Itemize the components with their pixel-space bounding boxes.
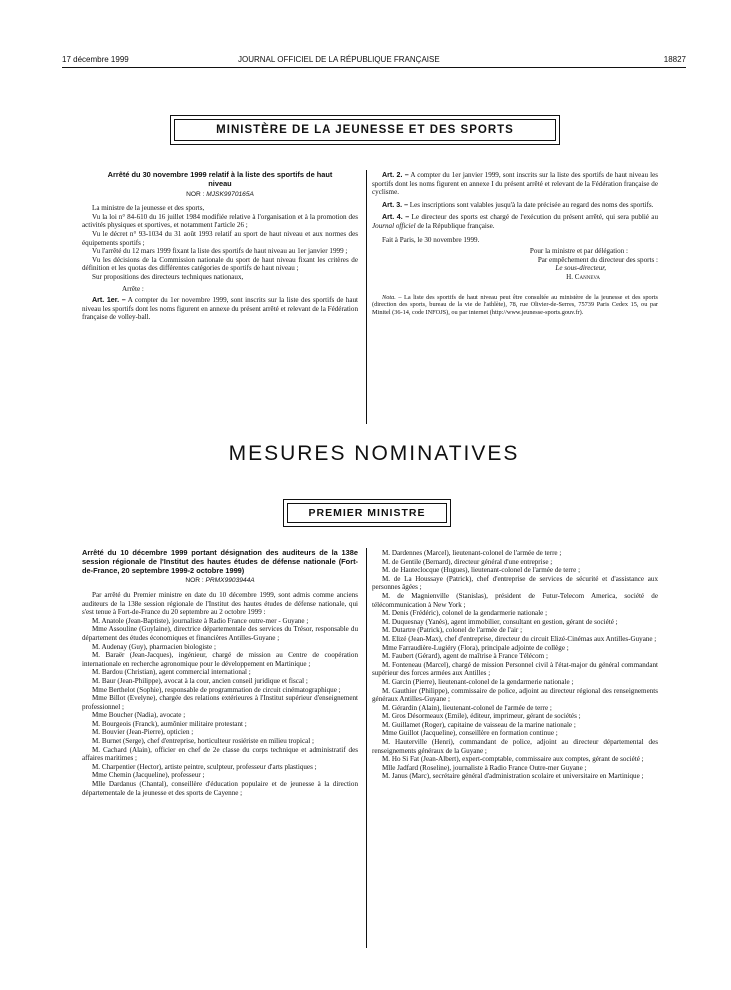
arrete1-note: Nota. – La liste des sportifs de haut niveau peut être consultée au ministère de la jeunesse et des sports (direction des sports, bureau de la vie de l'athlète), 78, rue Olivier-de-Serres, 75739 Paris Cedex 15, ou par Minitel (36-14, code INFOJS), ou par internet (http://www.jeunesse-sports.gouv.fr). xyxy=(372,293,659,316)
auditor-list-item: M. Faubert (Gérard), agent de maîtrise à France Télécom ; xyxy=(382,652,548,661)
auditor-list-item: M. Bourgeois (Franck), aumônier militaire protestant ; xyxy=(92,719,247,728)
auditor-list-item: M. Audenay (Guy), pharmacien biologiste ; xyxy=(92,642,216,651)
auditor-list-item: M. Ho Si Fat (Jean-Albert), expert-comptable, commissaire aux comptes, gérant de société ; xyxy=(382,755,644,764)
signature-line: Par empêchement du directeur des sports : xyxy=(537,255,658,264)
ministry-title-box xyxy=(170,115,560,145)
arrete1-para: Vu le décret n° 93-1034 du 31 août 1993 relatif au sport de haut niveau et aux normes des équipements sportifs ; xyxy=(82,229,358,247)
header-date: 17 décembre 1999 xyxy=(62,55,129,64)
premier-ministre-box xyxy=(283,499,451,527)
auditor-list-item: M. Gauthier (Philippe), commissaire de police, adjoint au directeur régional des renseignements généraux Antilles-Guyane ; xyxy=(372,686,658,704)
auditor-list-item: M. Dutartre (Patrick), colonel de l'armée de l'air ; xyxy=(382,626,523,635)
column-divider xyxy=(366,548,367,948)
header-journal: JOURNAL OFFICIEL DE LA RÉPUBLIQUE FRANÇAISE xyxy=(238,55,440,64)
arrete1-fait: Fait à Paris, le 30 novembre 1999. xyxy=(382,235,480,244)
auditor-list-item: Mme Berthelot (Sophie), responsable de programmation de circuit cinématographique ; xyxy=(92,685,341,694)
arrete2-nor: NOR : PRMX9903944A xyxy=(185,577,255,585)
arrete1-article-4: Art. 4. – Le directeur des sports est chargé de l'exécution du présent arrêté, qui sera publié au Journal officiel de la République française. xyxy=(372,213,658,230)
arrete1-para: Vu la loi n° 84-610 du 16 juillet 1984 modifiée relative à l'organisation et à la promotion des activités physiques et sportives, et notamment l'article 26 ; xyxy=(82,212,358,230)
auditor-list-item: Mme Farraudière-Lugiéry (Flora), principale adjointe de collège ; xyxy=(382,643,569,652)
arrete1-para: La ministre de la jeunesse et des sports, xyxy=(92,204,205,213)
arrete1-title: Arrêté du 30 novembre 1999 relatif à la liste des sportifs de haut niveau xyxy=(107,170,333,188)
signature-line: Le sous-directeur, xyxy=(555,264,606,273)
auditor-list-right xyxy=(372,549,658,781)
column-divider xyxy=(366,170,367,424)
auditor-list-item: M. Bouvier (Jean-Pierre), opticien ; xyxy=(92,728,194,737)
auditor-list-item: Mme Boucher (Nadia), avocate ; xyxy=(92,711,186,720)
auditor-list-item: M. de La Houssaye (Patrick), chef d'entreprise de services de sécurité et d'assistance aux personnes âgées ; xyxy=(372,574,658,592)
auditor-list-item: M. Cachard (Alain), officier en chef de 2e classe du corps technique et administratif des affaires maritimes ; xyxy=(82,745,358,763)
header-page-number: 18827 xyxy=(663,55,686,64)
arrete2-left-column xyxy=(82,549,358,797)
mesures-nominatives-title: MESURES NOMINATIVES xyxy=(228,442,520,465)
auditor-list-item: M. Anatole (Jean-Baptiste), journaliste à Radio France outre-mer - Guyane ; xyxy=(92,616,309,625)
auditor-list-item: M. Charpentier (Hector), artiste peintre, sculpteur, professeur d'arts plastiques ; xyxy=(92,762,317,771)
auditor-list-item: M. Dardennes (Marcel), lieutenant-colonel de l'armée de terre ; xyxy=(382,549,562,557)
auditor-list-item: Mlle Jadfard (Roseline), journaliste à Radio France Outre-mer Guyane ; xyxy=(382,763,587,772)
auditor-list-item: M. Garcin (Pierre), lieutenant-colonel de la gendarmerie nationale ; xyxy=(382,677,574,686)
arrete1-para: Vu l'arrêté du 12 mars 1999 fixant la liste des sportifs de haut niveau au 1er janvier 1999 ; xyxy=(92,247,348,256)
auditor-list-item: Mlle Dardanus (Chantal), conseillère d'éducation populaire et de jeunesse à la direction départementale de la jeunesse et des sports de Cayenne ; xyxy=(82,780,358,797)
auditor-list-item: M. Baur (Jean-Philippe), avocat à la cour, ancien conseil juridique et fiscal ; xyxy=(92,676,308,685)
auditor-list-item: M. Gérardin (Alain), lieutenant-colonel de l'armée de terre ; xyxy=(382,703,552,712)
arrete1-article-3: Art. 3. – Les inscriptions sont valables jusqu'à la date précisée au regard des noms des sportifs. xyxy=(382,200,654,209)
auditor-list-item: Mme Assouline (Guylaine), directrice départementale des services du Trésor, responsable du département des études économiques et financières Antilles-Guyane ; xyxy=(82,625,358,642)
arrete1-article-1: Art. 1er. – A compter du 1er novembre 1999, sont inscrits sur la liste des sportifs de haut niveau les sportifs dont les noms figurent en annexe du présent arrêté et relevant de la Fédération française de volley-ball. xyxy=(82,296,358,322)
auditor-list-item: M. Fonteneau (Marcel), chargé de mission Personnel civil à l'état-major du général commandant supérieur des forces armées aux Antilles ; xyxy=(372,660,658,678)
ministry-title: MINISTÈRE DE LA JEUNESSE ET DES SPORTS xyxy=(174,119,556,141)
arrete1-para: Vu les décisions de la Commission nationale du sport de haut niveau fixant les critères de définition et les quotas des différentes catégories de sportifs de haut niveau ; xyxy=(82,255,358,273)
auditor-list-item: M. de Magnienville (Stanislas), président de Futur-Telecom America, société de télécommunication à New York ; xyxy=(372,591,658,609)
arrete1-right-column xyxy=(372,171,658,316)
auditor-list-item: M. Denis (Frédéric), colonel de la gendarmerie nationale ; xyxy=(382,609,548,618)
auditor-list-item: M. de Gentile (Bernard), directeur général d'une entreprise ; xyxy=(382,557,553,566)
auditor-list-item: M. Guillamet (Roger), capitaine de vaisseau de la marine nationale ; xyxy=(382,720,576,729)
auditor-list-item: M. Duquesnay (Yanès), agent immobilier, consultant en gestion, gérant de société ; xyxy=(382,617,618,626)
auditor-list-item: M. Gros Désormeaux (Emile), éditeur, imprimeur, gérant de sociétés ; xyxy=(382,712,581,721)
auditor-list-item: M. Bardou (Christian), agent commercial international ; xyxy=(92,668,251,677)
arrete2-intro: Par arrêté du Premier ministre en date du 10 décembre 1999, sont admis comme anciens auditeurs de la 138e session régionale de l'Institut des hautes études de défense nationale, qui s'est tenue à Fort-de-France du 20 septembre au 2 octobre 1999 : xyxy=(82,590,358,617)
header-rule xyxy=(62,67,686,68)
auditor-list-left xyxy=(82,617,358,797)
premier-ministre-title: PREMIER MINISTRE xyxy=(287,503,447,523)
arrete1-para: Sur propositions des directeurs techniques nationaux, xyxy=(92,272,244,281)
arrete1-nor: NOR : MJSK9970165A xyxy=(186,190,254,198)
auditor-list-item: M. Burnet (Serge), chef d'entreprise, horticulteur rosiériste en milieu tropical ; xyxy=(92,737,314,746)
auditor-list-item: M. Hauterville (Henri), commandant de police, adjoint au directeur départemental des renseignements généraux de la Guyane ; xyxy=(372,738,658,755)
arrete1-article-2: Art. 2. – A compter du 1er janvier 1999, sont inscrits sur la liste des sportifs de haut niveau les sportifs dont les noms figurent en annexe I du présent arrêté et relevant de la Fédération française de cyclisme. xyxy=(372,171,658,197)
auditor-list-item: M. Baraër (Jean-Jacques), ingénieur, chargé de mission au Centre de coopération internationale en recherche agronomique pour le développement en Martinique ; xyxy=(82,651,358,668)
auditor-list-item: M. Janus (Marc), secrétaire général d'administration scolaire et universitaire en Martinique ; xyxy=(382,772,644,781)
arrete1-left-column xyxy=(82,171,358,322)
auditor-list-item: Mme Guillot (Jacqueline), conseillère en formation continue ; xyxy=(382,729,558,738)
arrete1-arrete: Arrête : xyxy=(122,284,144,293)
auditor-list-item: Mme Chemin (Jacqueline), professeur ; xyxy=(92,771,205,780)
auditor-list-item: Mme Billot (Evelyne), chargée des relations extérieures à l'Institut supérieur d'enseignement professionnel ; xyxy=(82,694,358,711)
signature-line: Pour la ministre et par délégation : xyxy=(529,247,628,256)
arrete2-right-column xyxy=(372,549,658,781)
auditor-list-item: M. Elizé (Jean-Max), chef d'entreprise, directeur du circuit Elizé-Cinémas aux Antilles-Guyane ; xyxy=(382,634,657,643)
auditor-list-item: M. de Hauteclocque (Hugues), lieutenant-colonel de l'armée de terre ; xyxy=(382,566,581,575)
signature-name: H. Canneva xyxy=(566,272,600,281)
arrete2-title: Arrêté du 10 décembre 1999 portant désignation des auditeurs de la 138e session régionale de l'Institut des hautes études de défense nationale (Fort-de-France, 20 septembre 1999-2 octobre 1999) xyxy=(82,548,358,575)
